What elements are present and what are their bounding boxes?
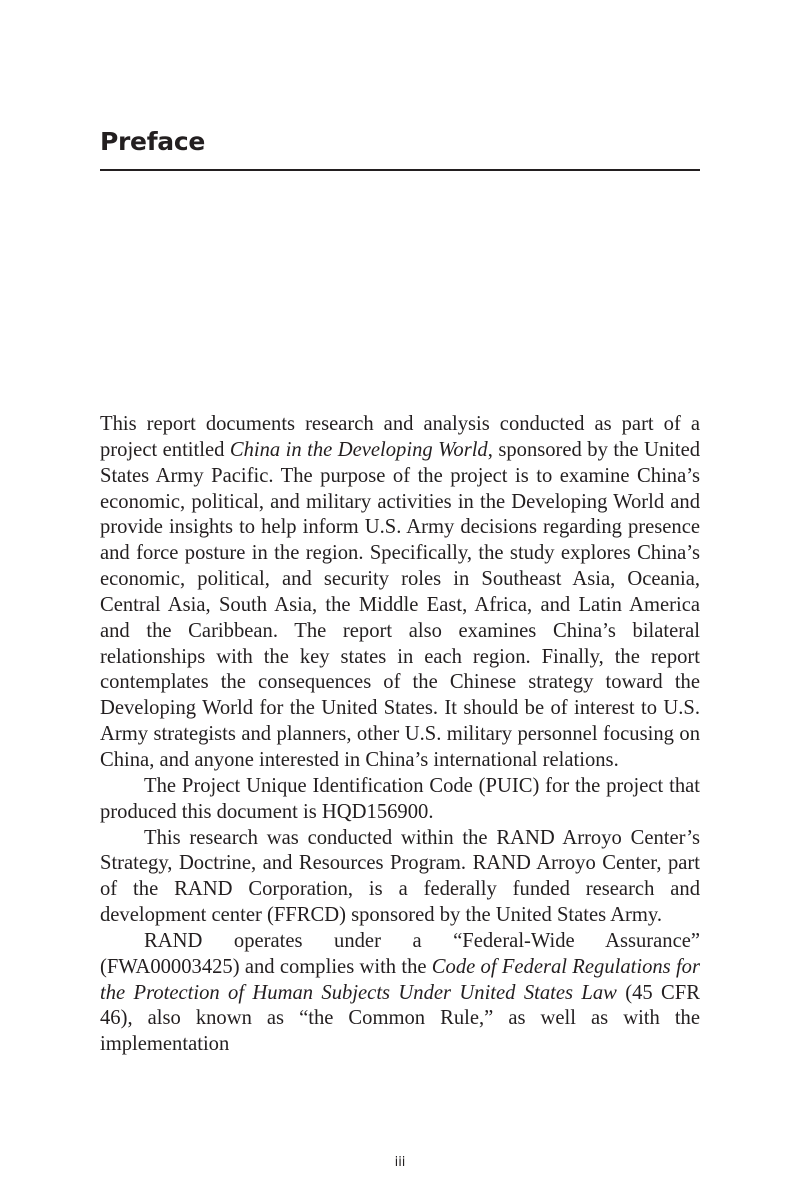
paragraph-text: , sponsored by the United States Army Pacific. The purpose of the project is to examine China’s economic, political, and military activities in the Developing World and provide insights to help inform U.S. Army decisions regarding presence and force posture in the region. Specifically, the study explores China’s economic, political, and security roles in Southeast Asia, Oceania, Central Asia, South Asia, the Middle East, Africa, and Latin America and the Caribbean. The report also examines China’s bilateral relationships with the key states in each region. Finally, the report contemplates the consequences of the Chinese strategy toward the Developing World for the United States. It should be of interest to U.S. Army strategists and planners, other U.S. military personnel focusing on China, and anyone interested in China’s international relations. <box>100 438 701 771</box>
paragraph-text: (45 CFR 46), also known as “the Common Rule,” as well as with the implementation <box>100 981 700 1056</box>
italic-title-text: China in the Developing World <box>229 438 488 461</box>
body-text <box>100 412 700 1058</box>
paragraph-text: RAND operates under a “Federal-Wide Assurance” (FWA00003425) and complies with the <box>100 929 700 978</box>
body-paragraph <box>100 774 700 826</box>
body-paragraph <box>100 826 700 929</box>
body-paragraph <box>100 412 700 774</box>
page-title: Preface <box>100 127 206 156</box>
heading-rule <box>100 169 700 171</box>
body-paragraph <box>100 929 700 1058</box>
paragraph-text: This report documents research and analysis conducted as part of a project entitled <box>100 413 700 461</box>
page-number: iii <box>394 1155 406 1170</box>
paragraph-text: This research was conducted within the RAND Arroyo Center’s Strategy, Doctrine, and Resources Program. RAND Arroyo Center, part of the RAND Corporation, is a federally funded research and development center (FFRCD) sponsored by the United States Army. <box>100 826 700 927</box>
italic-title-text: Code of Federal Regulations for the Protection of Human Subjects Under United States Law <box>100 955 700 1004</box>
paragraph-text: The Project Unique Identification Code (PUIC) for the project that produced this document is HQD156900. <box>100 774 700 823</box>
